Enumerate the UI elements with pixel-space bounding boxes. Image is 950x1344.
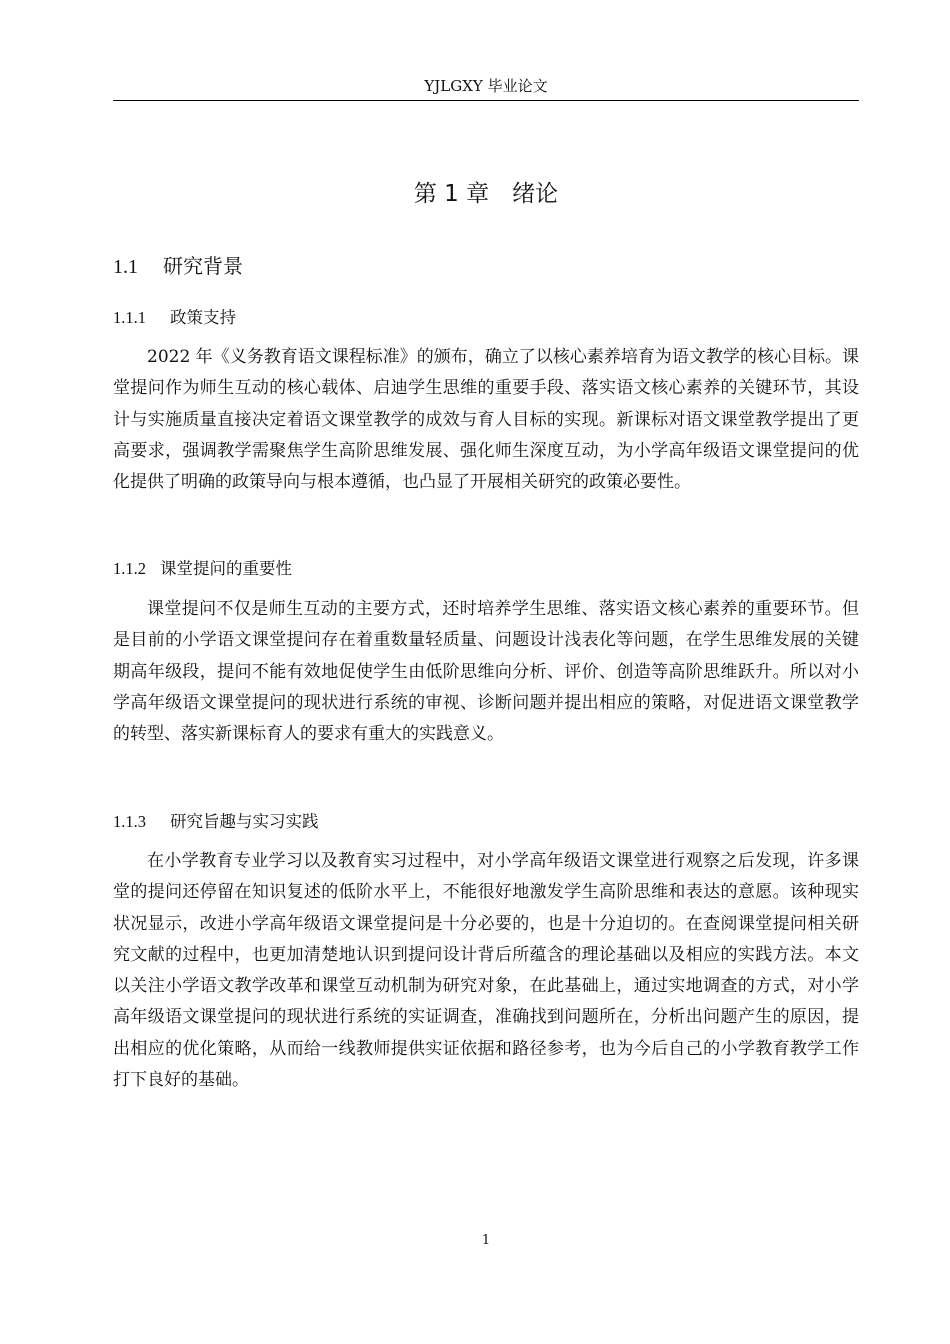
header-rule — [113, 100, 859, 101]
chapter-title: 第 1 章 绪论 — [413, 181, 559, 207]
subsection-heading — [113, 810, 319, 834]
subsection-title: 政策支持 — [170, 308, 236, 327]
subsection-number: 1.1.1 — [113, 308, 146, 327]
page-number: 1 — [481, 1233, 491, 1248]
body-paragraph: 课堂提问不仅是师生互动的主要方式，还时培养学生思维、落实语文核心素养的重要环节。但是目前的小学语文课堂提问存在着重数量轻质量、问题设计浅表化等问题，在学生思维发展的关键期高年级段，提问不能有效地促使学生由低阶思维向分析、评价、创造等高阶思维跃升。所以对小学高年级语文课堂提问的现状进行系统的审视、诊断问题并提出相应的策略，对促进语文课堂教学的转型、落实新课标育人的要求有重大的实践意义。 — [113, 599, 859, 745]
body-paragraph: 在小学教育专业学习以及教育实习过程中，对小学高年级语文课堂进行观察之后发现，许多课堂的提问还停留在知识复述的低阶水平上，不能很好地激发学生高阶思维和表达的意愿。该种现实状况显示，改进小学高年级语文课堂提问是十分必要的，也是十分迫切的。在查阅课堂提问相关研究文献的过程中，也更加清楚地认识到提问设计背后所蕴含的理论基础以及相应的实践方法。本文以关注小学语文教学改革和课堂互动机制为研究对象，在此基础上，通过实地调查的方式，对小学高年级语文课堂提问的现状进行系统的实证调查，准确找到问题所在，分析出问题产生的原因，提出相应的优化策略，从而给一线教师提供实证依据和路径参考，也为今后自己的小学教育教学工作打下良好的基础。 — [113, 851, 859, 1091]
subsection-number: 1.1.3 — [113, 812, 146, 831]
section-title: 研究背景 — [163, 254, 243, 278]
subsection-title: 课堂提问的重要性 — [160, 559, 292, 578]
body-paragraph: 2022 年《义务教育语文课程标准》的颁布，确立了以核心素养培育为语文教学的核心目标。课堂提问作为师生互动的核心载体、启迪学生思维的重要手段、落实语文核心素养的关键环节，其设计与实施质量直接决定着语文课堂教学的成效与育人目标的实现。新课标对语文课堂教学提出了更高要求，强调教学需聚焦学生高阶思维发展、强化师生深度互动，为小学高年级语文课堂提问的优化提供了明确的政策导向与根本遵循，也凸显了开展相关研究的政策必要性。 — [113, 347, 859, 493]
subsection-number: 1.1.2 — [113, 559, 146, 578]
section-heading — [113, 252, 243, 281]
running-header: YJLGXY 毕业论文 — [424, 77, 548, 95]
subsection-heading — [113, 557, 292, 581]
subsection-heading — [113, 306, 236, 330]
section-number: 1.1 — [113, 256, 138, 278]
subsection-title: 研究旨趣与实习实践 — [170, 812, 319, 831]
